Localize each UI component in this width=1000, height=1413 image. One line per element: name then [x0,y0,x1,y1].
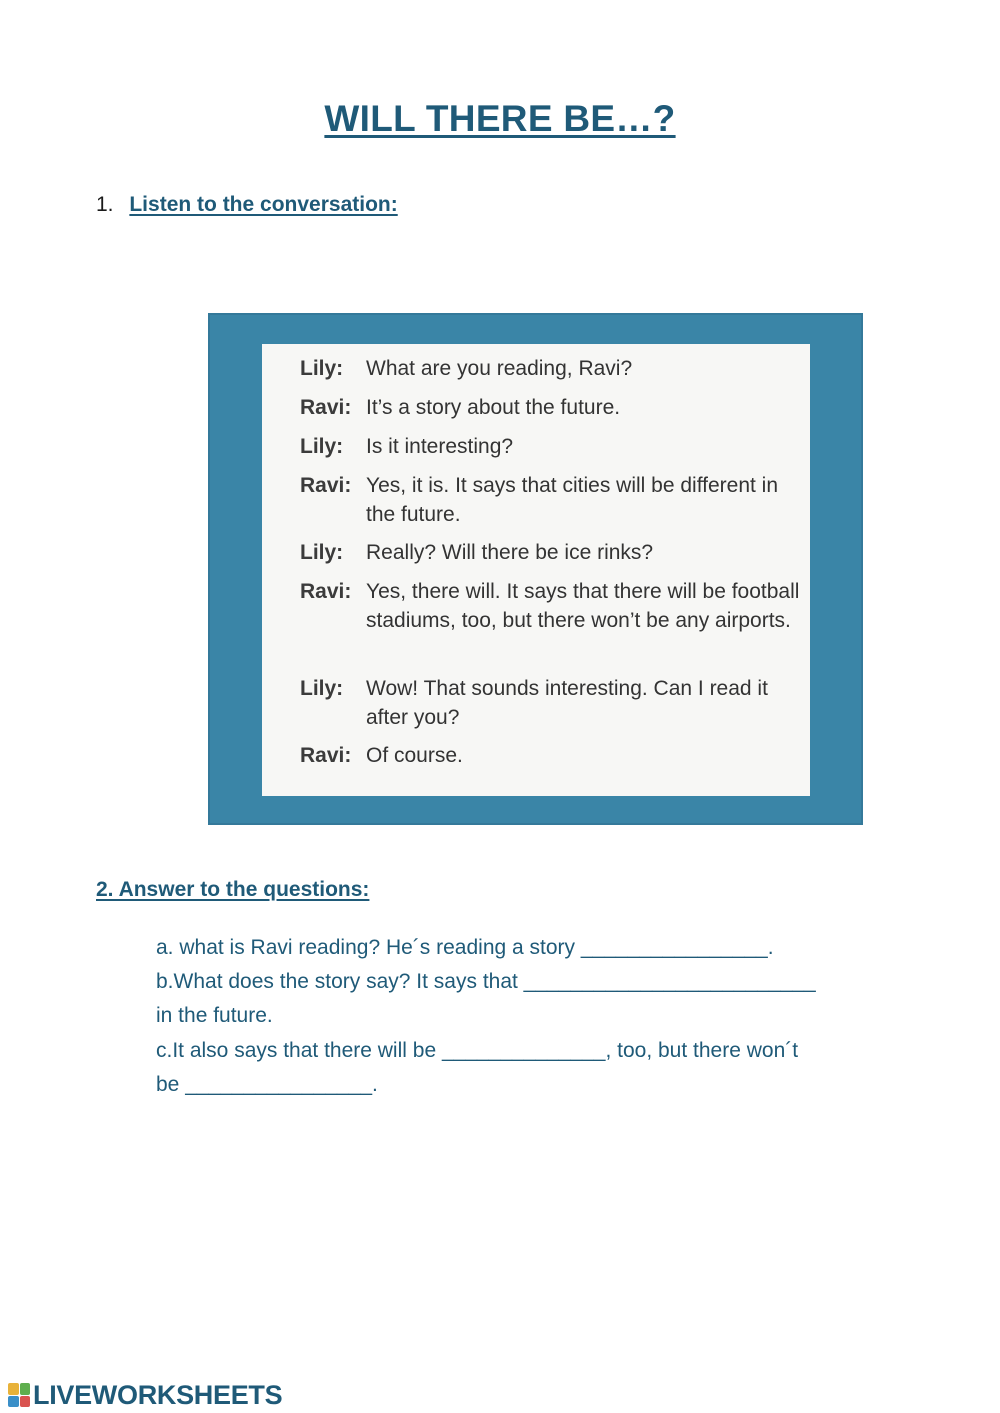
speech-text: Is it interesting? [366,435,514,458]
question-a: a. what is Ravi reading? He´s reading a story ________________. [156,936,774,959]
speaker-name: Lily: [300,677,344,700]
speaker-name: Lily: [300,541,344,564]
logo-mark-icon [8,1383,30,1407]
speaker-name: Lily: [300,357,344,380]
speech-text: Yes, it is. It says that cities will be different in the future. [366,474,779,526]
section-2-heading: 2. Answer to the questions: [96,878,370,901]
section-1-number: 1. [96,193,114,216]
question-c: c.It also says that there will be ______________, too, but there won´t [156,1039,799,1062]
logo-square [8,1383,19,1395]
conversation-image [208,313,863,825]
liveworksheets-logo [8,1381,282,1409]
speech-text: Of course. [366,744,463,767]
speech-text: It’s a story about the future. [366,396,621,419]
logo-square [8,1396,19,1408]
section-1-title: Listen to the conversation: [129,193,398,216]
worksheet-title: WILL THERE BE…? [324,98,676,139]
speaker-name: Lily: [300,435,344,458]
speaker-name: Ravi: [300,744,352,767]
question-c-continued: be ________________. [156,1073,378,1096]
logo-square [20,1383,31,1395]
speech-text: What are you reading, Ravi? [366,357,633,380]
section-1-heading [96,193,398,217]
speaker-name: Ravi: [300,396,352,419]
conversation-panel [262,344,810,796]
speaker-name: Ravi: [300,474,352,497]
speaker-name: Ravi: [300,580,352,603]
speech-text: Wow! That sounds interesting. Can I read it after you? [366,677,768,729]
speech-text: Yes, there will. It says that there will be football stadiums, too, but there won’t be any airports. [366,580,800,632]
speech-text: Really? Will there be ice rinks? [366,541,654,564]
logo-square [20,1396,31,1408]
logo-text: LIVEWORKSHEETS [33,1379,283,1410]
question-b: b.What does the story say? It says that _________________________ [156,970,816,993]
question-b-continued: in the future. [156,1004,273,1027]
